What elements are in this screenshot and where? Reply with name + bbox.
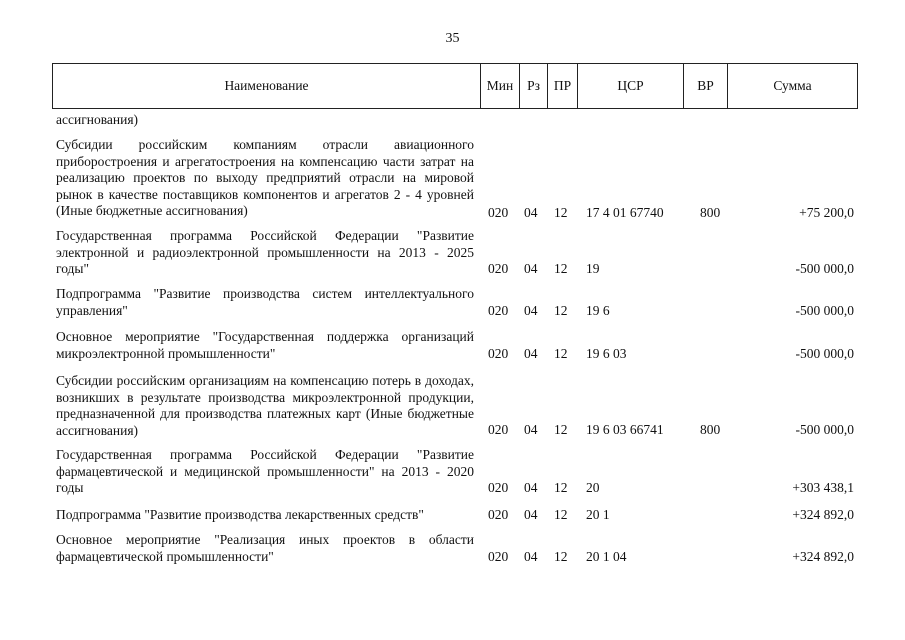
table-row bbox=[56, 329, 856, 363]
row-name: Основное мероприятие "Государственная поддержка организаций микроэлектронной промышленности" bbox=[56, 329, 474, 361]
row-name: Основное мероприятие "Реализация иных проектов в области фармацевтической промышленности" bbox=[56, 532, 474, 564]
table-row bbox=[56, 286, 856, 320]
row-csr: 19 6 03 66741 bbox=[586, 422, 664, 438]
row-pr: 12 bbox=[554, 261, 568, 277]
table-row bbox=[56, 447, 856, 497]
row-rz: 04 bbox=[524, 480, 538, 496]
row-name: Государственная программа Российской Федерации "Развитие фармацевтической и медицинской промышленности" на 2013 - 2020 годы bbox=[56, 447, 474, 496]
row-min: 020 bbox=[488, 303, 509, 319]
table-row bbox=[56, 532, 856, 566]
row-pr: 12 bbox=[554, 507, 568, 523]
row-min: 020 bbox=[488, 346, 509, 362]
table-header bbox=[52, 63, 858, 109]
row-vr: 800 bbox=[700, 205, 721, 221]
row-sum: +324 892,0 bbox=[792, 507, 854, 523]
header-vr: ВР bbox=[684, 64, 728, 108]
header-name: Наименование bbox=[53, 64, 481, 108]
row-sum: +303 438,1 bbox=[792, 480, 854, 496]
row-rz: 04 bbox=[524, 205, 538, 221]
row-pr: 12 bbox=[554, 346, 568, 362]
row-csr: 20 1 bbox=[586, 507, 610, 523]
row-rz: 04 bbox=[524, 261, 538, 277]
row-sum: -500 000,0 bbox=[795, 303, 854, 319]
row-name: Подпрограмма "Развитие производства лекарственных средств" bbox=[56, 507, 424, 522]
table-row bbox=[56, 137, 856, 222]
row-sum: -500 000,0 bbox=[795, 346, 854, 362]
row-sum: -500 000,0 bbox=[795, 422, 854, 438]
row-min: 020 bbox=[488, 480, 509, 496]
row-name: Подпрограмма "Развитие производства систем интеллектуального управления" bbox=[56, 286, 474, 318]
row-sum: -500 000,0 bbox=[795, 261, 854, 277]
table-row bbox=[56, 228, 856, 278]
header-rz: Рз bbox=[520, 64, 548, 108]
row-csr: 20 bbox=[586, 480, 600, 496]
header-sum: Сумма bbox=[773, 78, 812, 93]
row-vr: 800 bbox=[700, 422, 721, 438]
row-rz: 04 bbox=[524, 507, 538, 523]
row-min: 020 bbox=[488, 507, 509, 523]
row-min: 020 bbox=[488, 422, 509, 438]
row-csr: 20 1 04 bbox=[586, 549, 627, 565]
row-name: Субсидии российским компаниям отрасли авиационного приборостроения и агрегатостроения на компенсацию части затрат на реализацию проектов по выходу предприятий отрасли на мировой рынок в качестве поставщиков компонентов и агрегатов 2 - 4 уровней (Иные бюджетные ассигнования) bbox=[56, 137, 474, 219]
row-pr: 12 bbox=[554, 480, 568, 496]
row-rz: 04 bbox=[524, 422, 538, 438]
row-pr: 12 bbox=[554, 422, 568, 438]
row-name: Государственная программа Российской Федерации "Развитие электронной и радиоэлектронной промышленности на 2013 - 2025 годы" bbox=[56, 228, 474, 277]
table-row bbox=[56, 507, 856, 524]
row-csr: 19 6 03 bbox=[586, 346, 627, 362]
row-sum: +324 892,0 bbox=[792, 549, 854, 565]
row-sum: +75 200,0 bbox=[799, 205, 854, 221]
row-pr: 12 bbox=[554, 303, 568, 319]
row-csr: 19 bbox=[586, 261, 600, 277]
row-rz: 04 bbox=[524, 303, 538, 319]
row-min: 020 bbox=[488, 261, 509, 277]
page-number: 35 bbox=[445, 31, 460, 46]
carry-over-text: ассигнования) bbox=[56, 112, 139, 127]
row-rz: 04 bbox=[524, 549, 538, 565]
row-csr: 19 6 bbox=[586, 303, 610, 319]
row-name: Субсидии российским организациям на компенсацию потерь в доходах, возникших в результате производства микроэлектронной продукции, предназначенной для производства платежных карт (Иные бюджетные ассигнования) bbox=[56, 373, 474, 438]
table-row bbox=[56, 373, 856, 439]
header-csr: ЦСР bbox=[578, 64, 684, 108]
row-csr: 17 4 01 67740 bbox=[586, 205, 664, 221]
header-pr: ПР bbox=[548, 64, 578, 108]
header-min: Мин bbox=[481, 64, 520, 108]
row-min: 020 bbox=[488, 549, 509, 565]
row-pr: 12 bbox=[554, 549, 568, 565]
row-pr: 12 bbox=[554, 205, 568, 221]
row-min: 020 bbox=[488, 205, 509, 221]
row-rz: 04 bbox=[524, 346, 538, 362]
